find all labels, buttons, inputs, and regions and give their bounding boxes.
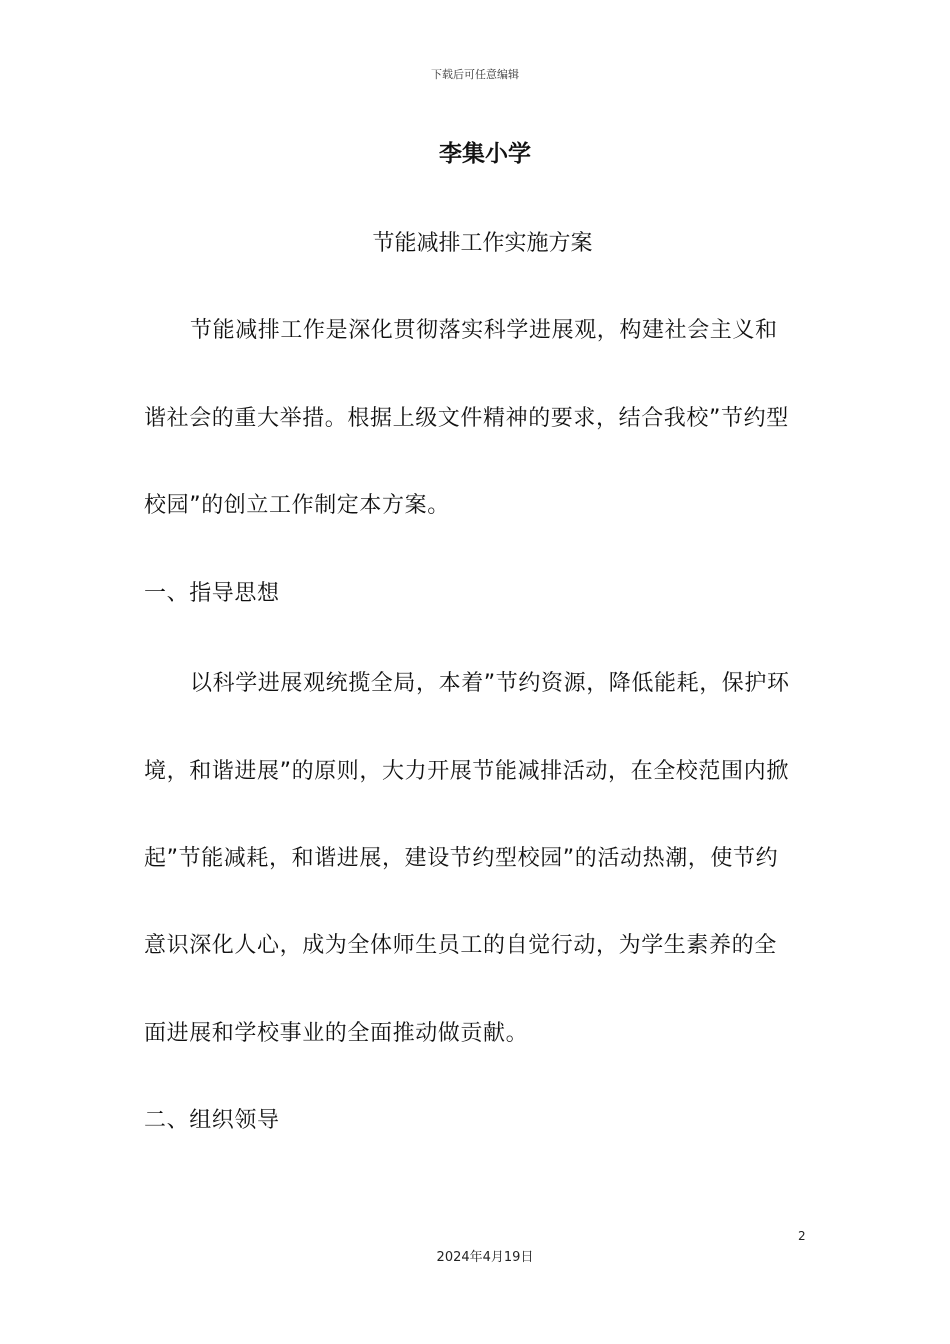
page-number: 2 [798,1229,806,1243]
intro-line-1: 节能减排工作是深化贯彻落实科学进展观，构建社会主义和 [190,318,778,343]
intro-line-3: 校园”的创立工作制定本方案。 [144,493,450,518]
section-1-heading: 一、指导思想 [144,581,280,606]
section-1-line-4: 意识深化人心，成为全体师生员工的自觉行动，为学生素养的全 [144,933,777,958]
section-1-line-2: 境，和谐进展”的原则，大力开展节能减排活动，在全校范围内掀 [144,759,789,784]
section-1-line-5: 面进展和学校事业的全面推动做贡献。 [144,1021,529,1046]
section-1-line-3: 起”节能减耗，和谐进展，建设节约型校园”的活动热潮，使节约 [144,846,779,871]
section-2-heading: 二、组织领导 [144,1108,280,1133]
section-1-line-1: 以科学进展观统揽全局，本着”节约资源，降低能耗，保护环 [190,671,790,696]
footer-date: 2024年4月19日 [436,1250,534,1265]
document-title: 节能减排工作实施方案 [372,231,593,256]
school-title: 李集小学 [439,141,531,167]
intro-line-2: 谐社会的重大举措。根据上级文件精神的要求，结合我校”节约型 [144,406,789,431]
header-note: 下载后可任意编辑 [431,68,519,81]
